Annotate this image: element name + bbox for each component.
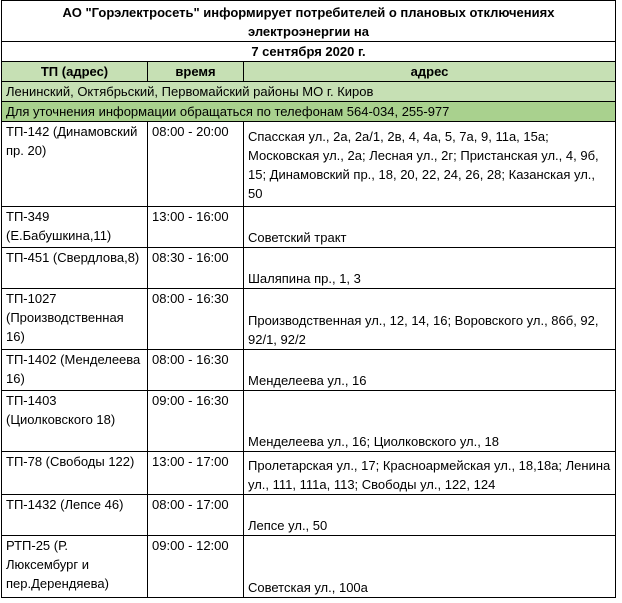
table-row [2, 391, 616, 452]
tp-cell[interactable]: РТП-25 (Р. Люксембург и пер.Дерендяева) [2, 536, 148, 598]
time-cell[interactable]: 09:00 - 12:00 [148, 536, 244, 598]
outage-table [1, 0, 616, 598]
header-time[interactable]: время [148, 62, 244, 82]
time-cell[interactable]: 08:30 - 16:00 [148, 248, 244, 289]
date-cell[interactable] [2, 42, 616, 62]
table-row [2, 495, 616, 536]
table-row [2, 122, 616, 207]
phone-info-text: Для уточнения информации обращаться по телефонам 564-034, 255-977 [6, 104, 450, 119]
table-row [2, 207, 616, 248]
tp-cell[interactable]: ТП-1432 (Лепсе 46) [2, 495, 148, 536]
address-cell[interactable]: Шаляпина пр., 1, 3 [244, 248, 616, 289]
time-cell[interactable]: 08:00 - 16:30 [148, 350, 244, 391]
time-cell[interactable]: 13:00 - 17:00 [148, 452, 244, 495]
title-line2: электроэнергии на [247, 24, 370, 39]
address-cell[interactable]: Менделеева ул., 16; Циолковского ул., 18 [244, 391, 616, 452]
tp-cell[interactable]: ТП-349 (Е.Бабушкина,11) [2, 207, 148, 248]
districts-text: Ленинский, Октябрьский, Первомайский районы МО г. Киров [6, 84, 374, 99]
phone-info-row[interactable] [2, 102, 616, 122]
title-line1: информирует потребителей о плановых отключениях [199, 5, 555, 20]
address-cell[interactable]: Советский тракт [244, 207, 616, 248]
time-cell[interactable]: 09:00 - 16:30 [148, 391, 244, 452]
table-row [2, 248, 616, 289]
address-cell[interactable]: Пролетарская ул., 17; Красноармейская ул., 18,18а; Ленина ул., 111, 111а, 113; Свободы ул., 122, 124 [244, 452, 616, 495]
tp-cell[interactable]: ТП-451 (Свердлова,8) [2, 248, 148, 289]
address-cell[interactable]: Лепсе ул., 50 [244, 495, 616, 536]
time-cell[interactable]: 08:00 - 16:30 [148, 289, 244, 350]
districts-row[interactable] [2, 82, 616, 102]
table-row [2, 452, 616, 495]
address-cell[interactable]: Менделеева ул., 16 [244, 350, 616, 391]
table-row [2, 289, 616, 350]
tp-cell[interactable]: ТП-1402 (Менделеева 16) [2, 350, 148, 391]
table-row [2, 536, 616, 598]
address-cell[interactable]: Производственная ул., 12, 14, 16; Воровского ул., 86б, 92, 92/1, 92/2 [244, 289, 616, 350]
address-cell[interactable]: Спасская ул., 2а, 2а/1, 2в, 4, 4а, 5, 7а, 9, 11а, 15а; Московская ул., 2а; Лесная ул., 2г; Пристанская ул., 4, 9б, 15; Динамовский пр., 18, 20, 22, 24, 26, 28; Казанская ул., 50 [244, 122, 616, 207]
date-text: 7 сентября 2020 г. [251, 44, 366, 59]
tp-cell[interactable]: ТП-142 (Динамовский пр. 20) [2, 122, 148, 207]
address-cell[interactable]: Советская ул., 100а [244, 536, 616, 598]
title-cell[interactable] [2, 1, 616, 42]
tp-cell[interactable]: ТП-1403 (Циолковского 18) [2, 391, 148, 452]
time-cell[interactable]: 08:00 - 20:00 [148, 122, 244, 207]
tp-cell[interactable]: ТП-1027 (Производственная 16) [2, 289, 148, 350]
title-org: АО "Горэлектросеть" [62, 5, 200, 20]
header-tp[interactable]: ТП (адрес) [2, 62, 148, 82]
time-cell[interactable]: 13:00 - 16:00 [148, 207, 244, 248]
table-row [2, 350, 616, 391]
time-cell[interactable]: 08:00 - 17:00 [148, 495, 244, 536]
header-address[interactable]: адрес [244, 62, 616, 82]
tp-cell[interactable]: ТП-78 (Свободы 122) [2, 452, 148, 495]
